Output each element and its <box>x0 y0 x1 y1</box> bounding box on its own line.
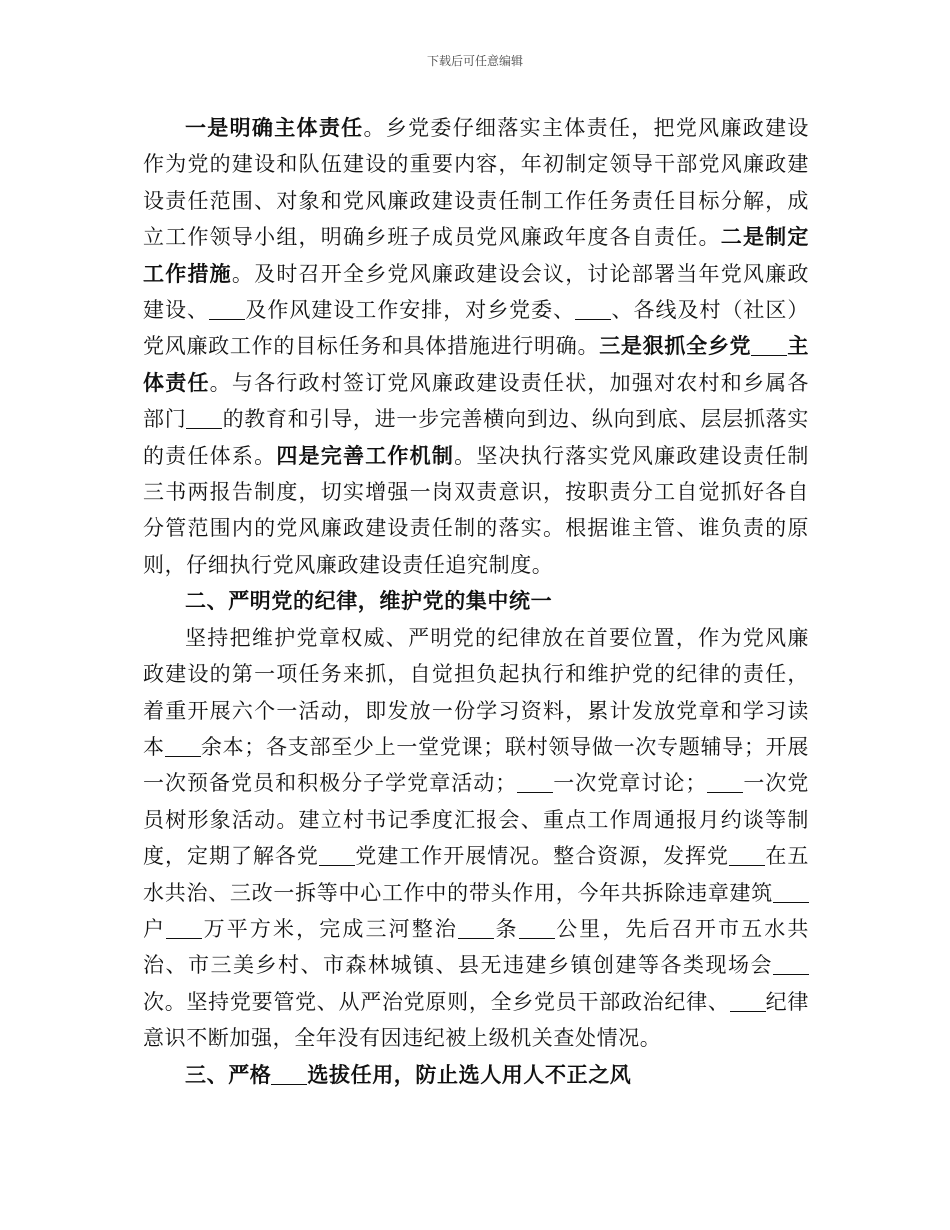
text-segment: 公里，先后召开市五水共治、市三美乡村、市森林城镇、县无违建乡镇创建等各类现场会 <box>143 916 809 978</box>
text-segment: 纪律意识不断加强，全年没有因违纪被上级机关查处情况。 <box>143 989 809 1051</box>
point-two-text-c: 、各线及村（社区）党风廉政工作的目标任务和具体措施进行明确。 <box>143 298 810 359</box>
blank <box>730 990 766 1012</box>
text-segment: 条 <box>493 916 519 941</box>
section-heading-3 <box>143 1057 809 1093</box>
blank <box>729 844 765 866</box>
blank <box>209 298 245 320</box>
blank <box>166 917 202 939</box>
text-segment: 坚持把维护党章权威、严明党的纪律放在首要位置，作为党风廉政建设的第一项任务来抓，自觉担负起执行和维护党的纪律的责任，着重开展六个一活动，即发放一份学习资料，累计发放党章和学习读本 <box>143 625 809 759</box>
blank <box>458 917 494 939</box>
section-heading-2: 二、严明党的纪律，维护党的集中统一 <box>185 588 553 614</box>
point-four-title: 四是完善工作机制 <box>276 442 455 468</box>
point-one-text: 。乡党委仔细落实主体责任，把党风廉政建设作为党的建设和队伍建设的重要内容，年初制定领导干部党风廉政建设责任范围、对象和党风廉政建设责任制工作任务责任目标分解，成立工作领导小组，明确乡班子成员党风廉政年度各自责任。 <box>143 116 809 250</box>
point-two-title: 二是制定工作措施 <box>143 224 809 286</box>
point-three-title-b: 主体责任 <box>143 333 810 395</box>
point-three-text-b: 的教育和引导，进一步完善横向到边、纵向到底、层层抓落实的责任体系。 <box>143 407 809 468</box>
blank <box>773 953 809 975</box>
blank <box>575 298 611 320</box>
heading-3-part-a: 三、严格 <box>185 1061 272 1087</box>
text-segment: 万平方米，完成三河整治 <box>202 916 458 941</box>
blank <box>517 771 553 793</box>
blank <box>773 881 809 903</box>
paragraph-responsibility <box>143 110 809 583</box>
paragraph-discipline <box>143 620 809 1057</box>
point-two-text-a: 。及时召开全乡党风廉政建设会议，讨论部署当年党风廉政建设、 <box>143 261 809 323</box>
heading-3-part-b: 选拔任用，防止选人用人不正之风 <box>307 1061 632 1087</box>
blank <box>271 1063 307 1085</box>
text-segment: 余本；各支部至少上一堂党课；联村领导做一次专题辅导；开展一次预备党员和积极分子学党章活动； <box>143 734 809 796</box>
text-segment: 次。坚持党要管党、从严治党原则，全乡党员干部政治纪律、 <box>143 989 730 1014</box>
point-three-title-a: 三是狠抓全乡党 <box>599 333 752 359</box>
blank <box>186 407 222 429</box>
point-three-text-a: 。与各行政村签订党风廉政建设责任状，加强对农村和乡属各部门 <box>143 370 809 432</box>
page-header-note: 下载后可任意编辑 <box>426 54 523 68</box>
blank <box>519 917 555 939</box>
text-segment: 在五水共治、三改一拆等中心工作中的带头作用，今年共拆除违章建筑 <box>143 844 810 905</box>
text-segment: 党建工作开展情况。整合资源，发挥党 <box>354 844 730 869</box>
blank <box>165 735 201 757</box>
point-four-text: 。坚决执行落实党风廉政建设责任制三书两报告制度，切实增强一岗双责意识，按职责分工自觉抓好各自分管范围内的党风廉政建设责任制的落实。根据谁主管、谁负责的原则，仔细执行党风廉政建设责任追究制度。 <box>143 443 809 577</box>
blank <box>707 771 743 793</box>
point-one-title: 一是明确主体责任 <box>185 115 364 140</box>
text-segment: 一次党员树形象活动。建立村书记季度汇报会、重点工作周通报月约谈等制度，定期了解各党 <box>143 771 809 869</box>
point-two-text-b: 及作风建设工作安排，对乡党委、 <box>244 298 576 323</box>
text-segment: 一次党章讨论； <box>552 771 707 796</box>
blank <box>751 334 787 356</box>
blank <box>319 844 355 866</box>
document-body <box>143 110 809 1093</box>
text-segment: 户 <box>143 916 167 941</box>
